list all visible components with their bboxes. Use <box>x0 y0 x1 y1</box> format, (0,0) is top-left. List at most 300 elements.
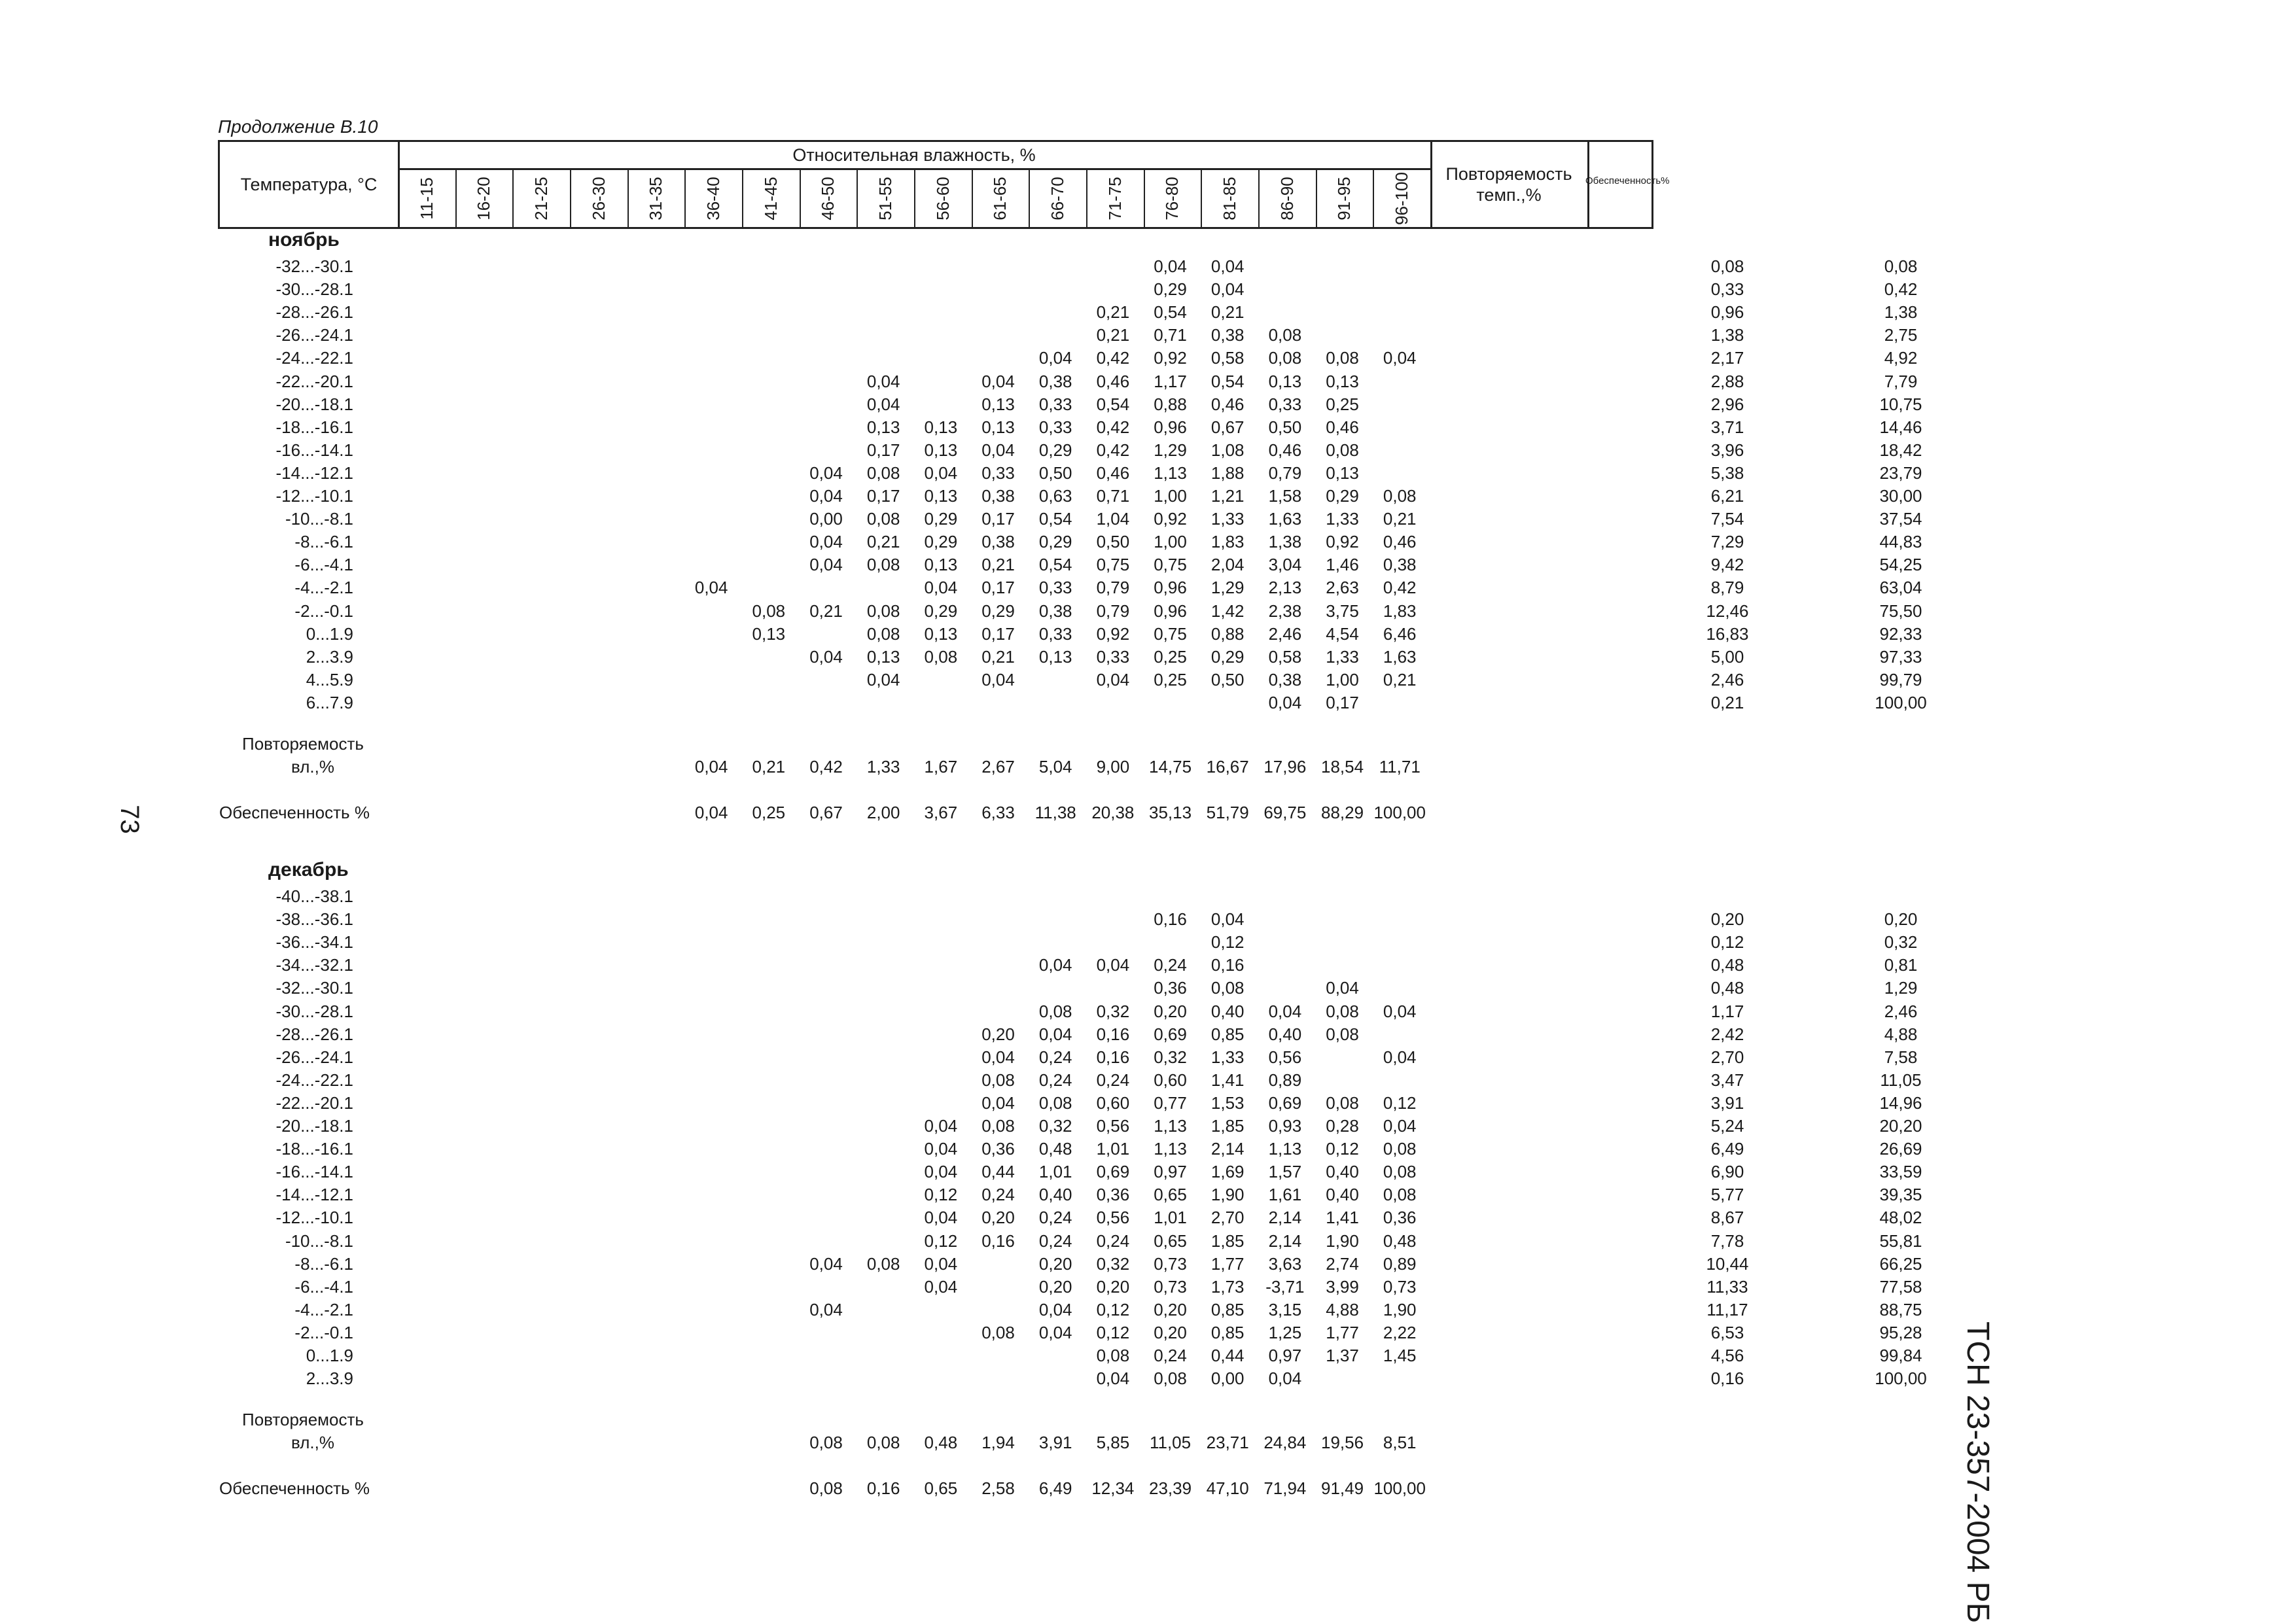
temperature-range: -8...-6.1 <box>294 532 353 552</box>
temperature-range: -22...-20.1 <box>275 1092 353 1113</box>
frequency-cell: 0,04 <box>981 669 1015 689</box>
humidity-range-header: 76-80 <box>1162 176 1182 220</box>
provision-cell: 4,88 <box>1884 1024 1918 1044</box>
provision-cell: 23,79 <box>1879 462 1922 483</box>
frequency-cell: 1,85 <box>1210 1230 1245 1251</box>
frequency-cell: 0,20 <box>1038 1276 1072 1297</box>
frequency-cell: 0,36 <box>1383 1208 1417 1228</box>
frequency-cell: 0,17 <box>866 486 900 506</box>
repeat-humidity-cell: 24,84 <box>1263 1433 1307 1453</box>
frequency-cell: 3,15 <box>1268 1299 1302 1319</box>
frequency-cell: 1,37 <box>1326 1346 1359 1365</box>
frequency-cell: 0,21 <box>981 555 1015 575</box>
frequency-cell: 4,88 <box>1326 1299 1359 1319</box>
repeat-temp-cell: 0,48 <box>1710 955 1744 975</box>
frequency-cell: 0,04 <box>924 1208 958 1228</box>
repeat-humidity-cell: 8,51 <box>1383 1433 1417 1453</box>
frequency-cell: 0,21 <box>981 646 1015 667</box>
frequency-cell: 0,69 <box>1096 1162 1130 1182</box>
frequency-cell: 0,24 <box>1038 1047 1072 1067</box>
provision-cell: 100,00 <box>1875 1369 1927 1389</box>
repeat-humidity-cell: 0,08 <box>809 1433 843 1453</box>
frequency-cell: 0,16 <box>981 1230 1015 1251</box>
frequency-cell: 1,83 <box>1383 601 1417 621</box>
humidity-range-header: 96-100 <box>1391 171 1411 225</box>
provision-cell: 54,25 <box>1879 555 1922 575</box>
frequency-cell: 2,14 <box>1268 1230 1302 1251</box>
temperature-range: -18...-16.1 <box>275 1139 353 1159</box>
humidity-range-header: 11-15 <box>416 177 436 220</box>
provision-humidity-cell: 100,00 <box>1373 1478 1426 1499</box>
frequency-cell: 0,04 <box>924 578 958 598</box>
frequency-cell: 0,54 <box>1154 302 1187 323</box>
frequency-cell: 0,04 <box>924 1162 958 1182</box>
provision-cell: 37,54 <box>1879 509 1922 529</box>
repeat-temp-cell: 0,21 <box>1710 692 1744 712</box>
frequency-cell: 0,04 <box>1268 1369 1302 1389</box>
frequency-cell: 0,92 <box>1154 348 1187 368</box>
temperature-range: -6...-4.1 <box>294 555 353 575</box>
frequency-cell: 0,33 <box>1038 394 1072 414</box>
frequency-cell: 4,54 <box>1326 623 1359 644</box>
provision-cell: 55,81 <box>1879 1230 1922 1251</box>
frequency-cell: 2,14 <box>1210 1139 1245 1159</box>
frequency-cell: 0,12 <box>1210 932 1245 952</box>
temperature-range: -20...-18.1 <box>275 394 353 414</box>
temperature-range: -36...-34.1 <box>275 932 353 952</box>
temperature-range: -4...-2.1 <box>294 1299 353 1319</box>
temperature-range: -8...-6.1 <box>294 1253 353 1274</box>
repeat-label-unit: вл.,% <box>291 757 334 777</box>
frequency-cell: 0,63 <box>1038 486 1072 506</box>
frequency-cell: 0,04 <box>1096 669 1130 689</box>
frequency-cell: 0,58 <box>1210 348 1245 368</box>
temperature-range: -16...-14.1 <box>275 440 353 460</box>
frequency-cell: 0,08 <box>1326 348 1359 368</box>
frequency-cell: 0,54 <box>1038 509 1072 529</box>
frequency-cell: 0,16 <box>1096 1047 1130 1067</box>
repeat-humidity-cell: 0,08 <box>866 1433 900 1453</box>
frequency-cell: 0,77 <box>1154 1092 1187 1113</box>
frequency-cell: 0,12 <box>1326 1139 1359 1159</box>
frequency-cell: 0,04 <box>1268 692 1302 712</box>
frequency-cell: 0,46 <box>1383 532 1417 552</box>
provision-humidity-cell: 0,08 <box>809 1478 843 1499</box>
provision-humidity-cell: 0,25 <box>752 803 786 823</box>
frequency-cell: 0,12 <box>924 1185 958 1205</box>
humidity-range-header: 41-45 <box>760 176 781 220</box>
frequency-cell: 1,00 <box>1326 669 1359 689</box>
frequency-cell: 0,08 <box>1038 1001 1072 1021</box>
frequency-cell: 0,96 <box>1154 601 1187 621</box>
repeat-humidity-cell: 11,05 <box>1149 1433 1192 1453</box>
frequency-cell: 0,25 <box>1154 669 1187 689</box>
frequency-cell: 1,13 <box>1154 1116 1187 1136</box>
frequency-cell: 0,13 <box>924 486 958 506</box>
frequency-cell: 1,77 <box>1326 1322 1359 1342</box>
temperature-range: -12...-10.1 <box>275 1208 353 1228</box>
repeat-temp-cell: 9,42 <box>1710 555 1744 575</box>
frequency-cell: 0,21 <box>1383 509 1417 529</box>
repeat-temp-cell: 4,56 <box>1710 1346 1744 1365</box>
repeat-temp-cell: 8,79 <box>1710 578 1744 598</box>
frequency-cell: 0,75 <box>1096 555 1130 575</box>
frequency-cell: 0,79 <box>1096 601 1130 621</box>
frequency-cell: 0,46 <box>1326 417 1359 437</box>
frequency-cell: 0,13 <box>866 646 900 667</box>
frequency-cell: 0,56 <box>1096 1116 1130 1136</box>
frequency-cell: 0,40 <box>1326 1185 1359 1205</box>
provision-humidity-cell: 35,13 <box>1148 803 1192 823</box>
repeat-temp-cell: 0,96 <box>1710 302 1744 323</box>
frequency-cell: 0,56 <box>1096 1208 1130 1228</box>
humidity-header: Относительная влажность, % <box>792 145 1036 165</box>
frequency-cell: 0,42 <box>1383 578 1417 598</box>
frequency-cell: 1,69 <box>1210 1162 1245 1182</box>
repeat-temp-cell: 6,53 <box>1710 1322 1744 1342</box>
frequency-cell: 0,29 <box>924 532 958 552</box>
frequency-cell: 0,29 <box>1038 440 1072 460</box>
frequency-cell: 0,67 <box>1210 417 1245 437</box>
temperature-range: 6...7.9 <box>306 692 353 712</box>
frequency-cell: 0,04 <box>809 646 843 667</box>
repeat-temp-cell: 2,17 <box>1710 348 1744 368</box>
frequency-cell: 1,13 <box>1154 1139 1187 1159</box>
frequency-cell: 0,17 <box>981 578 1015 598</box>
repeat-temp-cell: 3,96 <box>1710 440 1744 460</box>
frequency-cell: 0,33 <box>1096 646 1130 667</box>
repeat-humidity-cell: 23,71 <box>1206 1433 1249 1453</box>
provision-humidity-cell: 100,00 <box>1373 803 1426 823</box>
provision-label: Обеспеченность % <box>219 803 370 823</box>
frequency-cell: 0,04 <box>924 1276 958 1297</box>
frequency-cell: 0,24 <box>1038 1230 1072 1251</box>
frequency-cell: 1,08 <box>1210 440 1245 460</box>
frequency-cell: 0,21 <box>1210 302 1245 323</box>
frequency-cell: 0,13 <box>1326 371 1359 391</box>
humidity-range-header: 81-85 <box>1219 176 1239 220</box>
repeat-temp-cell: 7,54 <box>1710 509 1744 529</box>
frequency-cell: 0,12 <box>1383 1092 1417 1113</box>
repeat-humidity-cell: 1,94 <box>981 1433 1015 1453</box>
provision-cell: 33,59 <box>1879 1162 1922 1182</box>
document-code: ТСН 23-357-2004 РБ <box>1960 1321 1995 1623</box>
repeat-humidity-cell: 16,67 <box>1206 757 1249 777</box>
provision-humidity-cell: 51,79 <box>1206 803 1249 823</box>
repeat-humidity-cell: 3,91 <box>1038 1433 1072 1453</box>
frequency-cell: 1,90 <box>1210 1185 1245 1205</box>
frequency-cell: 1,29 <box>1154 440 1187 460</box>
temperature-range: -30...-28.1 <box>275 1001 353 1021</box>
frequency-cell: 0,12 <box>924 1230 958 1251</box>
frequency-cell: 0,04 <box>1038 1322 1072 1342</box>
frequency-cell: 0,79 <box>1268 462 1302 483</box>
frequency-cell: 0,42 <box>1096 417 1130 437</box>
month-heading: декабрь <box>268 859 349 881</box>
frequency-cell: 0,65 <box>1154 1185 1187 1205</box>
provision-humidity-cell: 6,49 <box>1038 1478 1072 1499</box>
frequency-cell: 0,79 <box>1096 578 1130 598</box>
provision-cell: 26,69 <box>1879 1139 1922 1159</box>
frequency-cell: 0,69 <box>1154 1024 1187 1044</box>
frequency-cell: 1,33 <box>1326 646 1359 667</box>
frequency-cell: 0,48 <box>1383 1230 1417 1251</box>
frequency-cell: 2,74 <box>1326 1253 1359 1274</box>
repeat-temp-cell: 5,38 <box>1710 462 1744 483</box>
frequency-cell: 1,63 <box>1268 509 1302 529</box>
frequency-cell: 0,08 <box>1210 978 1245 998</box>
provision-cell: 99,79 <box>1879 669 1922 689</box>
temperature-range: -4...-2.1 <box>294 578 353 598</box>
frequency-cell: 0,42 <box>1096 440 1130 460</box>
frequency-cell: 0,16 <box>1096 1024 1130 1044</box>
provision-cell: 10,75 <box>1879 394 1922 414</box>
provision-cell: 0,32 <box>1884 932 1918 952</box>
frequency-cell: 0,38 <box>1268 669 1302 689</box>
provision-cell: 99,84 <box>1879 1346 1922 1365</box>
frequency-cell: 0,08 <box>1268 325 1302 345</box>
provision-humidity-cell: 23,39 <box>1148 1478 1192 1499</box>
temperature-range: -24...-22.1 <box>275 348 353 368</box>
repeat-temp-cell: 3,91 <box>1710 1092 1744 1113</box>
repeat-temp-header: Повторяемость темп.,% <box>1445 164 1572 205</box>
frequency-cell: 2,14 <box>1268 1208 1302 1228</box>
frequency-cell: 0,20 <box>981 1024 1015 1044</box>
temperature-range: -28...-26.1 <box>275 1024 353 1044</box>
provision-cell: 1,38 <box>1884 302 1918 323</box>
frequency-cell: 0,13 <box>1268 371 1302 391</box>
frequency-cell: 0,04 <box>809 462 843 483</box>
provision-cell: 14,46 <box>1879 417 1922 437</box>
frequency-cell: 0,75 <box>1154 555 1187 575</box>
provision-humidity-cell: 71,94 <box>1263 1478 1307 1499</box>
frequency-cell: 3,99 <box>1326 1276 1359 1297</box>
temperature-range: -14...-12.1 <box>275 1185 353 1205</box>
frequency-cell: 0,92 <box>1326 532 1359 552</box>
frequency-cell: 0,13 <box>924 440 958 460</box>
frequency-cell: 1,04 <box>1096 509 1130 529</box>
frequency-cell: 0,97 <box>1268 1346 1302 1365</box>
provision-cell: 11,05 <box>1880 1070 1922 1090</box>
frequency-cell: 3,75 <box>1326 601 1359 621</box>
frequency-cell: 0,48 <box>1038 1139 1072 1159</box>
frequency-cell: 0,54 <box>1210 371 1245 391</box>
repeat-temp-cell: 0,16 <box>1710 1369 1744 1389</box>
frequency-cell: 0,13 <box>981 394 1015 414</box>
frequency-cell: 1,41 <box>1326 1208 1359 1228</box>
frequency-cell: 0,85 <box>1210 1299 1245 1319</box>
frequency-cell: 0,08 <box>981 1070 1015 1090</box>
frequency-cell: 0,29 <box>924 509 958 529</box>
frequency-cell: 0,04 <box>981 371 1015 391</box>
humidity-range-header: 61-65 <box>990 176 1010 220</box>
frequency-cell: 0,29 <box>924 601 958 621</box>
frequency-cell: 1,21 <box>1210 486 1245 506</box>
temperature-range: -30...-28.1 <box>275 279 353 300</box>
frequency-cell: 0,32 <box>1154 1047 1187 1067</box>
repeat-temp-cell: 12,46 <box>1706 601 1749 621</box>
frequency-cell: 1,63 <box>1383 646 1417 667</box>
frequency-cell: 0,97 <box>1154 1162 1187 1182</box>
temperature-range: -26...-24.1 <box>275 325 353 345</box>
provision-cell: 77,58 <box>1879 1276 1922 1297</box>
temperature-range: -18...-16.1 <box>275 417 353 437</box>
frequency-cell: 0,25 <box>1154 646 1187 667</box>
repeat-temp-cell: 6,90 <box>1710 1162 1744 1182</box>
frequency-cell: 1,45 <box>1383 1346 1417 1365</box>
provision-humidity-cell: 69,75 <box>1263 803 1307 823</box>
provision-humidity-cell: 6,33 <box>981 803 1015 823</box>
frequency-cell: 1,77 <box>1210 1253 1245 1274</box>
frequency-cell: 0,08 <box>866 623 900 644</box>
frequency-cell: 1,90 <box>1326 1230 1359 1251</box>
frequency-cell: 0,16 <box>1210 955 1245 975</box>
frequency-cell: 1,38 <box>1268 532 1302 552</box>
frequency-cell: 0,13 <box>1326 462 1359 483</box>
frequency-cell: 0,33 <box>1038 417 1072 437</box>
provision-cell: 92,33 <box>1879 623 1922 644</box>
repeat-humidity-cell: 17,96 <box>1263 757 1307 777</box>
frequency-cell: 0,12 <box>1096 1322 1130 1342</box>
frequency-cell: 6,46 <box>1383 623 1417 644</box>
frequency-cell: 1,88 <box>1210 462 1245 483</box>
frequency-cell: 0,04 <box>694 578 728 598</box>
temperature-range: 4...5.9 <box>306 669 353 689</box>
repeat-temp-cell: 11,17 <box>1706 1299 1748 1319</box>
frequency-cell: 0,21 <box>1383 669 1417 689</box>
frequency-cell: 0,21 <box>1096 325 1130 345</box>
frequency-cell: 0,20 <box>1154 1299 1187 1319</box>
frequency-cell: 0,36 <box>981 1139 1015 1159</box>
humidity-range-header: 21-25 <box>531 176 551 220</box>
repeat-temp-cell: 2,42 <box>1710 1024 1744 1044</box>
provision-cell: 20,20 <box>1879 1116 1922 1136</box>
frequency-cell: 1,33 <box>1210 509 1245 529</box>
frequency-cell: 1,00 <box>1154 486 1187 506</box>
frequency-cell: 2,38 <box>1268 601 1302 621</box>
frequency-cell: 0,04 <box>1038 1024 1072 1044</box>
frequency-cell: 0,29 <box>1326 486 1359 506</box>
frequency-cell: 0,73 <box>1154 1253 1187 1274</box>
frequency-cell: 0,00 <box>1210 1369 1245 1389</box>
frequency-cell: 0,20 <box>981 1208 1015 1228</box>
repeat-temp-cell: 2,70 <box>1710 1047 1744 1067</box>
frequency-cell: 0,73 <box>1383 1276 1417 1297</box>
repeat-humidity-cell: 14,75 <box>1148 757 1192 777</box>
frequency-cell: 0,21 <box>1096 302 1130 323</box>
frequency-cell: 0,08 <box>1326 440 1359 460</box>
frequency-cell: 0,50 <box>1268 417 1302 437</box>
humidity-range-header: 16-20 <box>473 176 493 220</box>
frequency-cell: 0,04 <box>924 1139 958 1159</box>
frequency-cell: 0,29 <box>981 601 1015 621</box>
frequency-cell: 0,29 <box>1154 279 1187 300</box>
frequency-cell: 1,90 <box>1383 1299 1417 1319</box>
frequency-cell: 0,32 <box>1096 1253 1130 1274</box>
frequency-cell: 0,08 <box>866 509 900 529</box>
repeat-temp-cell: 5,24 <box>1710 1116 1744 1136</box>
provision-humidity-cell: 11,38 <box>1034 803 1076 823</box>
repeat-temp-cell: 16,83 <box>1706 623 1749 644</box>
frequency-cell: 0,04 <box>1383 348 1417 368</box>
frequency-cell: 0,71 <box>1096 486 1130 506</box>
frequency-cell: 0,08 <box>1383 1139 1417 1159</box>
frequency-cell: 0,21 <box>809 601 843 621</box>
frequency-cell: 0,04 <box>1383 1001 1417 1021</box>
temperature-range: 2...3.9 <box>306 646 353 667</box>
frequency-cell: 0,38 <box>1383 555 1417 575</box>
frequency-cell: 0,04 <box>1038 955 1072 975</box>
frequency-cell: 0,08 <box>866 555 900 575</box>
frequency-cell: 2,63 <box>1326 578 1359 598</box>
repeat-temp-cell: 0,33 <box>1710 279 1744 300</box>
frequency-cell: 1,57 <box>1268 1162 1302 1182</box>
frequency-cell: 0,04 <box>866 669 900 689</box>
repeat-humidity-cell: 5,85 <box>1096 1433 1130 1453</box>
frequency-cell: 0,89 <box>1268 1070 1302 1090</box>
temperature-range: -20...-18.1 <box>275 1116 353 1136</box>
temperature-range: -22...-20.1 <box>275 371 353 391</box>
frequency-cell: 0,04 <box>981 440 1015 460</box>
temperature-range: 2...3.9 <box>306 1369 353 1389</box>
provision-cell: 1,29 <box>1884 978 1918 998</box>
provision-header-label: Обеспеченность% <box>1585 175 1670 186</box>
repeat-temp-cell: 8,67 <box>1710 1208 1744 1228</box>
frequency-cell: 0,56 <box>1268 1047 1302 1067</box>
provision-cell: 44,83 <box>1879 532 1922 552</box>
frequency-cell: 0,08 <box>752 601 786 621</box>
frequency-cell: 0,04 <box>809 532 843 552</box>
repeat-temp-cell: 6,49 <box>1710 1139 1744 1159</box>
frequency-cell: 0,58 <box>1268 646 1302 667</box>
table-header <box>218 140 1670 229</box>
frequency-cell: 0,08 <box>1326 1092 1359 1113</box>
repeat-humidity-cell: 0,48 <box>924 1433 958 1453</box>
temperature-range: -14...-12.1 <box>275 462 353 483</box>
frequency-cell: 0,04 <box>1038 348 1072 368</box>
provision-humidity-cell: 88,29 <box>1321 803 1364 823</box>
provision-cell: 7,58 <box>1884 1047 1918 1067</box>
repeat-temp-cell: 2,46 <box>1710 669 1744 689</box>
frequency-cell: 1,73 <box>1210 1276 1245 1297</box>
provision-cell: 97,33 <box>1879 646 1922 667</box>
frequency-cell: 0,32 <box>1038 1116 1072 1136</box>
humidity-range-header: 46-50 <box>818 176 838 220</box>
frequency-cell: 0,04 <box>866 394 900 414</box>
frequency-cell: 0,71 <box>1154 325 1187 345</box>
frequency-cell: 0,08 <box>1326 1001 1359 1021</box>
temperature-range: -32...-30.1 <box>275 256 353 276</box>
frequency-cell: 0,92 <box>1096 623 1130 644</box>
provision-cell: 4,92 <box>1884 348 1918 368</box>
frequency-cell: 2,04 <box>1210 555 1245 575</box>
provision-humidity-cell: 3,67 <box>924 803 958 823</box>
provision-cell: 63,04 <box>1879 578 1922 598</box>
frequency-cell: 0,46 <box>1096 462 1130 483</box>
frequency-cell: 0,13 <box>924 417 958 437</box>
frequency-cell: 0,36 <box>1154 978 1187 998</box>
frequency-cell: 0,60 <box>1154 1070 1187 1090</box>
temperature-range: -2...-0.1 <box>294 1322 353 1342</box>
frequency-cell: 0,54 <box>1096 394 1130 414</box>
temperature-range: -24...-22.1 <box>275 1070 353 1090</box>
temperature-range: -28...-26.1 <box>275 302 353 323</box>
frequency-cell: 0,08 <box>1383 1162 1417 1182</box>
frequency-cell: 0,40 <box>1038 1185 1072 1205</box>
frequency-cell: 0,17 <box>981 623 1015 644</box>
frequency-cell: 0,44 <box>1210 1346 1245 1365</box>
frequency-cell: 0,04 <box>1210 909 1245 930</box>
